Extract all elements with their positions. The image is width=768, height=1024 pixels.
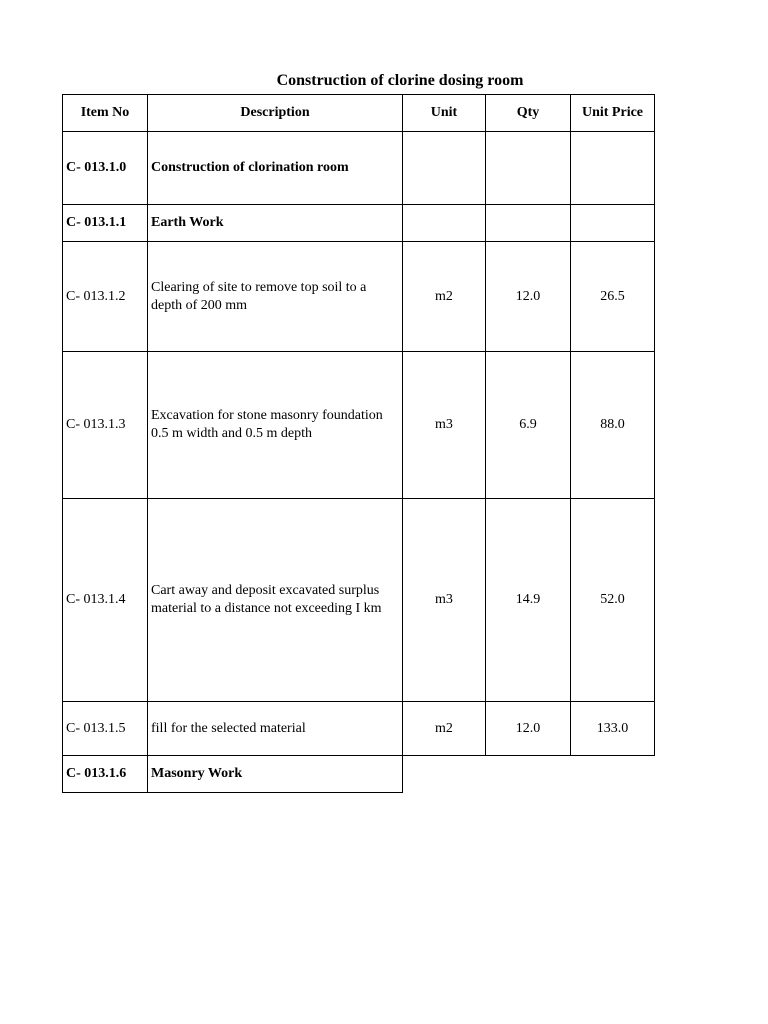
table-header-row xyxy=(63,95,655,132)
description-text: Excavation for stone masonry foundation 0.5 m width and 0.5 m depth xyxy=(151,408,383,441)
description-cell xyxy=(148,242,403,352)
description-text: Cart away and deposit excavated surplus material to a distance not exceeding I km xyxy=(151,583,382,616)
qty-cell xyxy=(486,205,571,242)
table-row xyxy=(63,756,655,793)
item-no-cell: C- 013.1.3 xyxy=(63,352,148,499)
unit-cell xyxy=(403,132,486,205)
description-cell: fill for the selected material xyxy=(148,702,403,756)
description-cell xyxy=(148,352,403,499)
bill-of-quantities-table xyxy=(62,94,655,793)
unit-price-cell xyxy=(571,205,655,242)
description-cell: Construction of clorination room xyxy=(148,132,403,205)
header-qty: Qty xyxy=(486,95,571,132)
qty-cell: 6.9 xyxy=(486,352,571,499)
unit-price-cell: 133.0 xyxy=(571,702,655,756)
header-item-no: Item No xyxy=(63,95,148,132)
unit-cell: m2 xyxy=(403,702,486,756)
document-title: Construction of clorine dosing room xyxy=(276,72,524,89)
item-no-cell: C- 013.1.1 xyxy=(63,205,148,242)
table-row xyxy=(63,242,655,352)
item-no-cell: C- 013.1.2 xyxy=(63,242,148,352)
unit-cell: m3 xyxy=(403,352,486,499)
unit-cell: m2 xyxy=(403,242,486,352)
table-row xyxy=(63,205,655,242)
unit-price-cell: 52.0 xyxy=(571,499,655,702)
table-row xyxy=(63,499,655,702)
header-unit: Unit xyxy=(403,95,486,132)
item-no-cell: C- 013.1.4 xyxy=(63,499,148,702)
item-no-cell: C- 013.1.0 xyxy=(63,132,148,205)
qty-cell: 12.0 xyxy=(486,702,571,756)
empty-area xyxy=(403,756,655,793)
unit-cell xyxy=(403,205,486,242)
table-row xyxy=(63,352,655,499)
description-text: Clearing of site to remove top soil to a depth of 200 mm xyxy=(151,279,367,313)
unit-cell: m3 xyxy=(403,499,486,702)
item-no-cell: C- 013.1.5 xyxy=(63,702,148,756)
qty-cell: 12.0 xyxy=(486,242,571,352)
header-unit-price: Unit Price xyxy=(571,95,655,132)
table-row xyxy=(63,702,655,756)
unit-price-cell: 88.0 xyxy=(571,352,655,499)
description-cell: Masonry Work xyxy=(148,756,403,793)
description-cell: Earth Work xyxy=(148,205,403,242)
qty-cell xyxy=(486,132,571,205)
table-row xyxy=(63,132,655,205)
qty-cell: 14.9 xyxy=(486,499,571,702)
header-description: Description xyxy=(148,95,403,132)
description-cell xyxy=(148,499,403,702)
unit-price-cell xyxy=(571,132,655,205)
item-no-cell: C- 013.1.6 xyxy=(63,756,148,793)
unit-price-cell: 26.5 xyxy=(571,242,655,352)
